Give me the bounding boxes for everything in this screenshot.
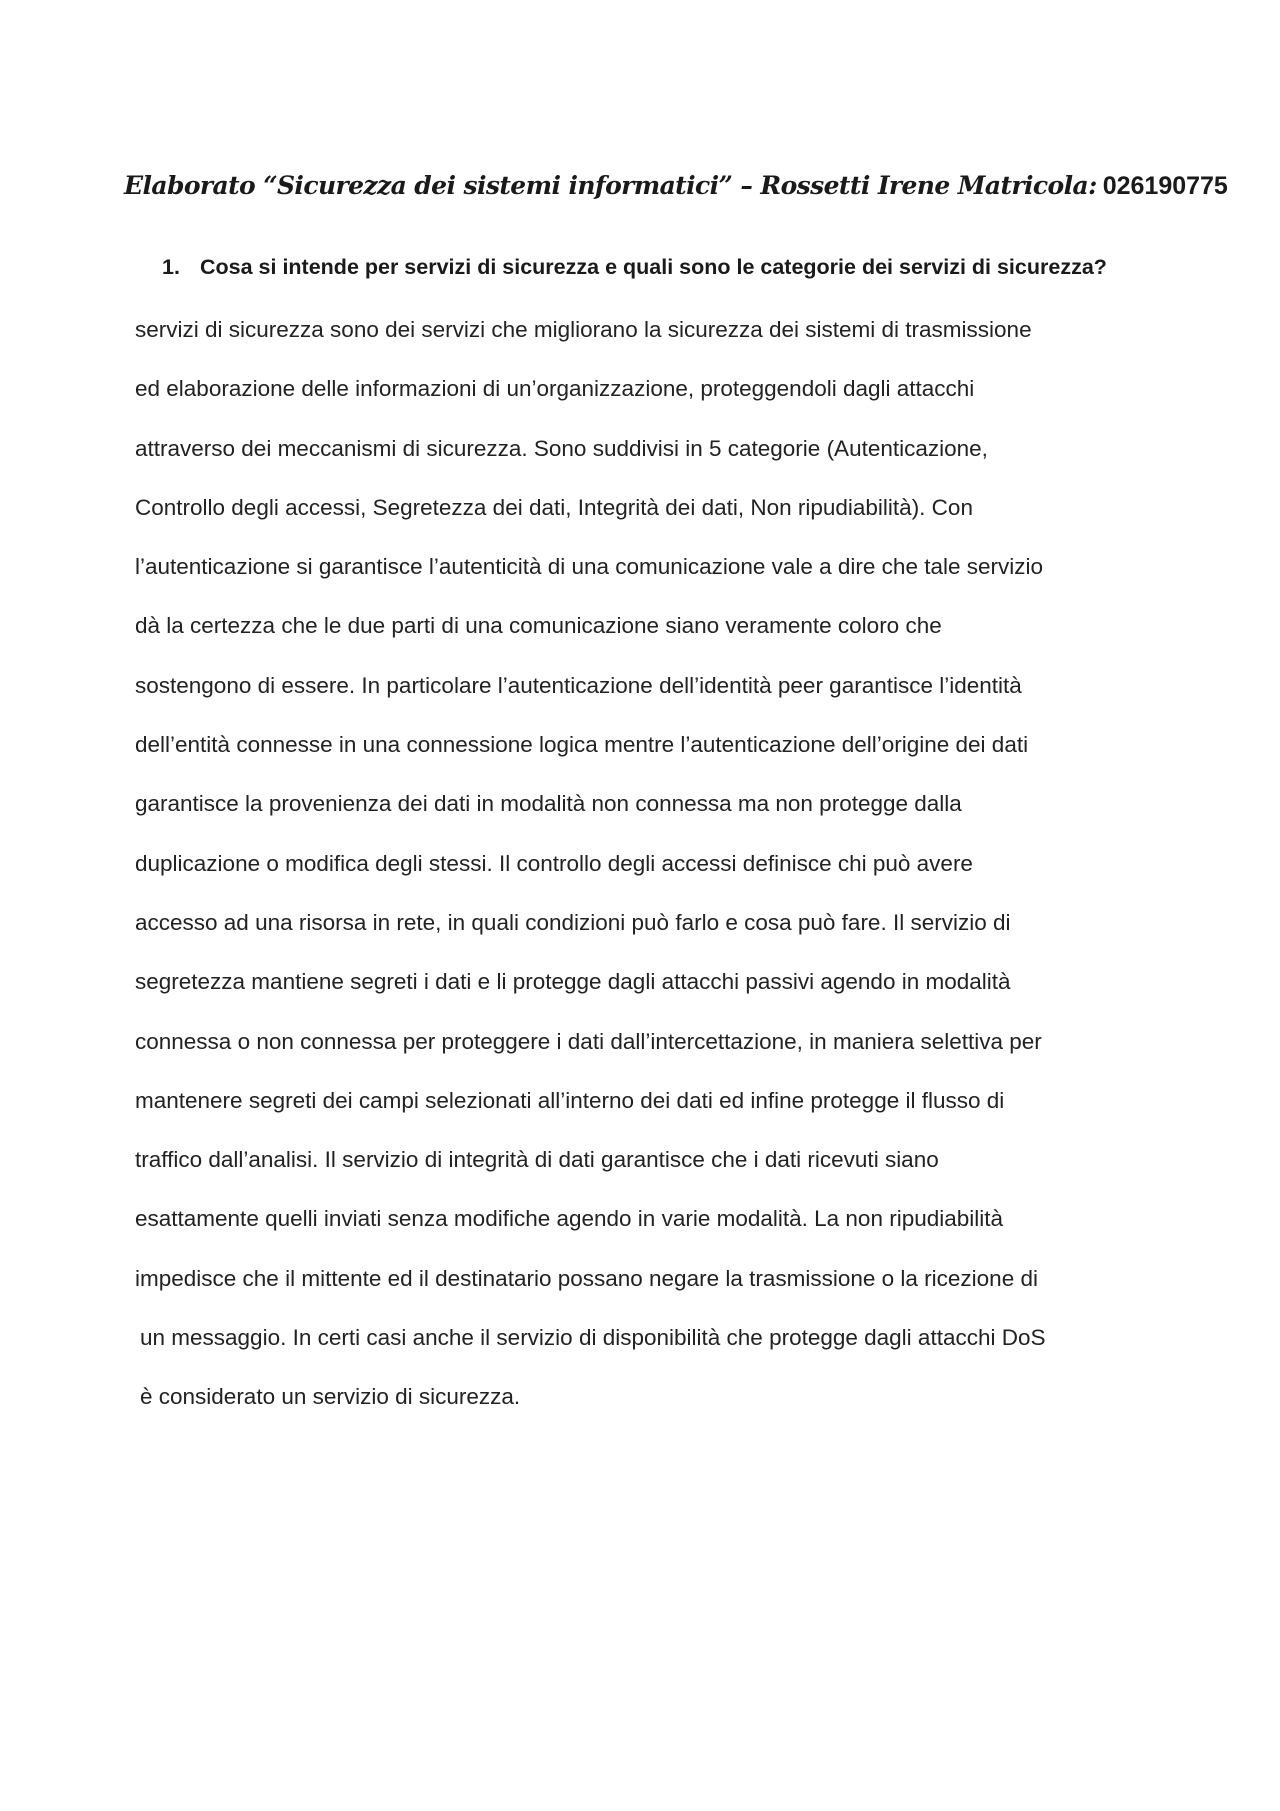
answer-line: duplicazione o modifica degli stessi. Il controllo degli accessi definisce chi può avere bbox=[135, 850, 973, 876]
answer-line: Controllo degli accessi, Segretezza dei dati, Integrità dei dati, Non ripudiabilità). Con bbox=[135, 494, 973, 520]
answer-line: un messaggio. In certi casi anche il servizio di disponibilità che protegge dagli attacchi DoS bbox=[140, 1325, 1046, 1351]
question-heading bbox=[162, 250, 1172, 284]
question-number: 1. bbox=[162, 255, 180, 279]
answer-line: traffico dall’analisi. Il servizio di integrità di dati garantisce che i dati ricevuti siano bbox=[135, 1147, 939, 1173]
answer-line: impedisce che il mittente ed il destinatario possano negare la trasmissione o la ricezione di bbox=[135, 1265, 1038, 1291]
answer-line: segretezza mantiene segreti i dati e li protegge dagli attacchi passivi agendo in modalità bbox=[135, 969, 1011, 995]
student-id-number: 026190775 bbox=[1102, 172, 1228, 200]
answer-line: dell’entità connesse in una connessione logica mentre l’autenticazione dell’origine dei dati bbox=[135, 732, 1029, 758]
answer-line: accesso ad una risorsa in rete, in quali condizioni può farlo e cosa può fare. Il servizio di bbox=[135, 909, 1011, 935]
question-text: Cosa si intende per servizi di sicurezza e quali sono le categorie dei servizi di sicurezza? bbox=[200, 255, 1107, 279]
document-title-text: Elaborato “Sicurezza dei sistemi informatici” – Rossetti Irene Matricola: bbox=[124, 171, 1097, 200]
answer-paragraph bbox=[135, 300, 1175, 1427]
answer-line: l’autenticazione si garantisce l’autenticità di una comunicazione vale a dire che tale servizio bbox=[135, 554, 1044, 580]
answer-line: mantenere segreti dei campi selezionati all’interno dei dati ed infine protegge il flusso di bbox=[135, 1087, 1005, 1113]
answer-line: garantisce la provenienza dei dati in modalità non connessa ma non protegge dalla bbox=[135, 791, 962, 817]
answer-line: connessa o non connessa per proteggere i dati dall’intercettazione, in maniera selettiva per bbox=[135, 1028, 1042, 1054]
answer-line: è considerato un servizio di sicurezza. bbox=[140, 1384, 521, 1410]
answer-line: dà la certezza che le due parti di una comunicazione siano veramente coloro che bbox=[135, 613, 942, 639]
answer-line: sostengono di essere. In particolare l’autenticazione dell’identità peer garantisce l’identità bbox=[135, 672, 1022, 698]
answer-line: servizi di sicurezza sono dei servizi che migliorano la sicurezza dei sistemi di trasmissione bbox=[135, 317, 1032, 342]
answer-line: ed elaborazione delle informazioni di un’organizzazione, proteggendoli dagli attacchi bbox=[135, 376, 975, 402]
document-title bbox=[124, 168, 1228, 204]
answer-line: esattamente quelli inviati senza modifiche agendo in varie modalità. La non ripudiabilità bbox=[135, 1206, 1004, 1232]
answer-line: attraverso dei meccanismi di sicurezza. Sono suddivisi in 5 categorie (Autenticazione, bbox=[135, 435, 988, 461]
